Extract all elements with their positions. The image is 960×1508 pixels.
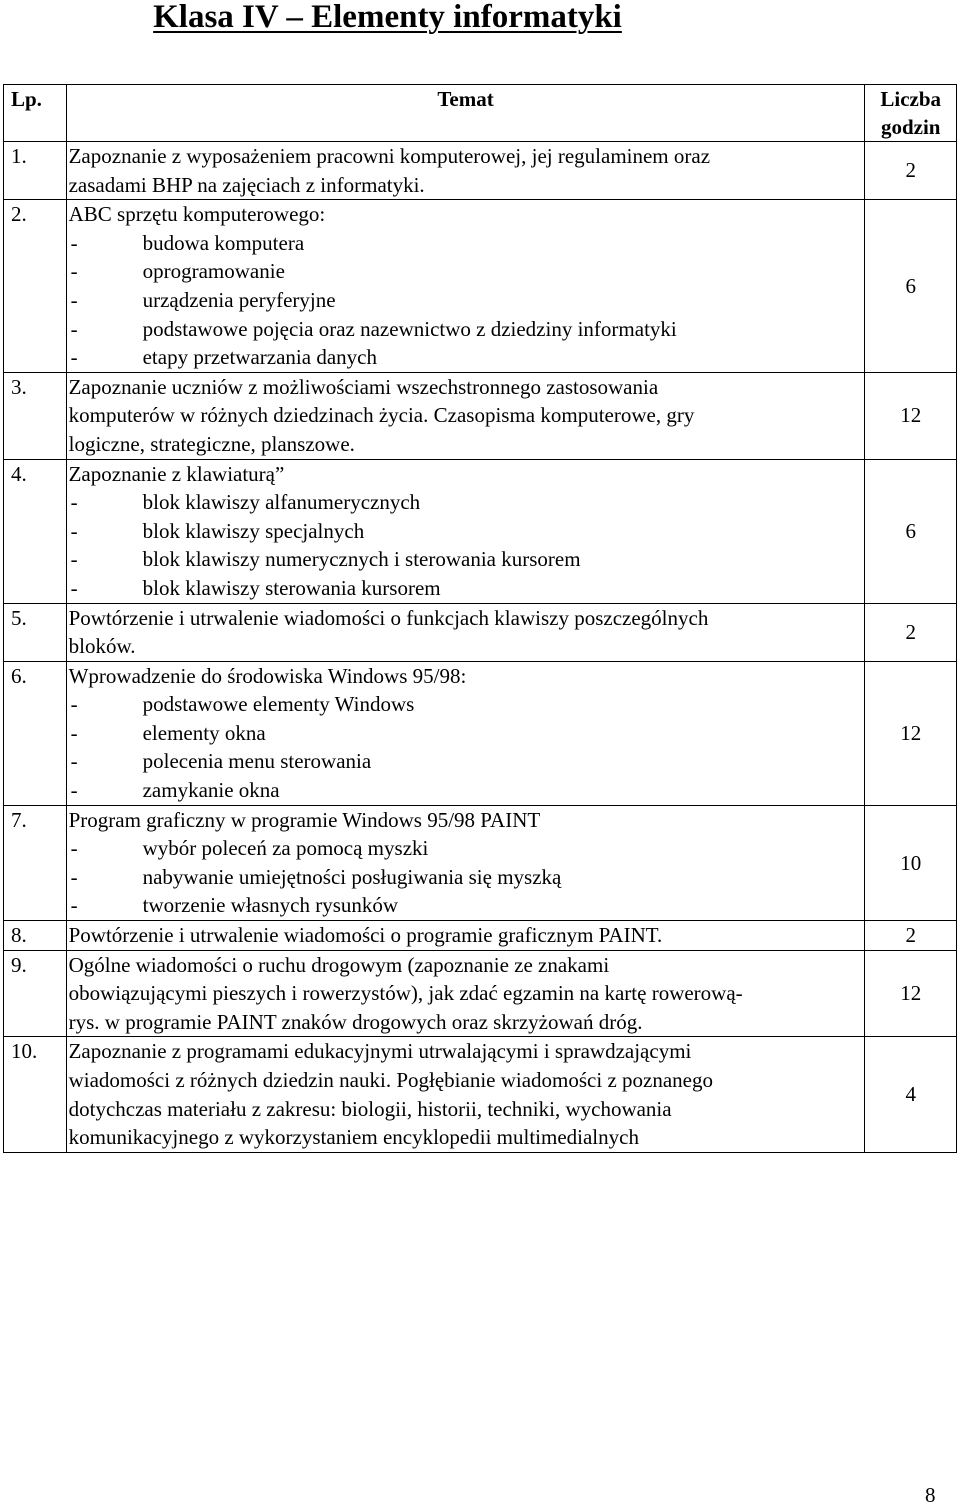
header-topic: Temat [66,85,865,142]
bullet-text: urządzenia peryferyjne [142,287,336,312]
topic-bullet [69,834,865,863]
topic-bullet [69,747,865,776]
row-hours: 12 [865,372,957,459]
topic-line: obowiązującymi pieszych i rowerzystów), jak zdać egzamin na kartę rowerową- [68,981,743,1006]
row-hours: 2 [865,142,957,200]
topic-line: rys. w programie PAINT znaków drogowych oraz skrzyżowań dróg. [68,1009,643,1034]
topic-line: ABC sprzętu komputerowego: [68,202,326,227]
topic-line: Powtórzenie i utrwalenie wiadomości o programie graficznym PAINT. [68,923,663,948]
header-hours-line2: godzin [880,115,941,139]
bullet-dash: - [70,230,78,255]
bullet-dash: - [70,287,78,312]
bullet-dash: - [70,836,78,861]
bullet-dash: - [70,345,78,370]
topic-line: Zapoznanie z programami edukacyjnymi utrwalającymi i sprawdzającymi [68,1039,692,1064]
bullet-dash: - [70,518,78,543]
topic-line: zasadami BHP na zajęciach z informatyki. [68,172,425,197]
topic-bullet [69,863,865,892]
bullet-text: polecenia menu sterowania [142,749,372,774]
bullet-dash: - [70,490,78,515]
bullet-text: podstawowe pojęcia oraz nazewnictwo z dziedziny informatyki [142,316,677,341]
bullet-text: wybór poleceń za pomocą myszki [142,836,429,861]
table-row [4,200,957,373]
table-row [4,921,957,951]
bullet-text: blok klawiszy numerycznych i sterowania kursorem [142,547,581,572]
bullet-dash: - [70,893,78,918]
topic-line: Program graficzny w programie Windows 95/98 PAINT [68,807,541,832]
row-topic [66,372,865,459]
topic-line: Zapoznanie uczniów z możliwościami wszechstronnego zastosowania [68,374,659,399]
row-hours: 2 [865,603,957,661]
row-number: 9. [4,950,67,1037]
row-topic [66,603,865,661]
row-number: 4. [4,459,67,603]
row-number: 10. [4,1037,67,1152]
topic-bullet [69,488,865,517]
topic-bullet [69,257,865,286]
row-number: 8. [4,921,67,951]
bullet-dash: - [70,575,78,600]
row-topic [66,921,865,951]
topic-bullet [69,315,865,344]
topic-line: logiczne, strategiczne, planszowe. [68,431,355,456]
topic-bullet [69,343,865,372]
topic-bullet [69,574,865,603]
topic-bullet [69,776,865,805]
row-topic [66,200,865,373]
table-row [4,603,957,661]
bullet-dash: - [70,749,78,774]
row-topic [66,1037,865,1152]
row-topic [66,142,865,200]
topic-line: dotychczas materiału z zakresu: biologii, historii, techniki, wychowania [68,1096,672,1121]
header-lp: Lp. [4,85,67,142]
bullet-dash: - [70,259,78,284]
table-row [4,459,957,603]
row-number: 5. [4,603,67,661]
table-row [4,950,957,1037]
row-hours: 10 [865,805,957,920]
topic-bullet [69,719,865,748]
row-topic [66,805,865,920]
bullet-dash: - [70,864,78,889]
table-row [4,372,957,459]
bullet-dash: - [70,692,78,717]
bullet-text: budowa komputera [142,230,305,255]
row-hours: 6 [865,200,957,373]
bullet-text: blok klawiszy alfanumerycznych [142,490,421,515]
bullet-text: podstawowe elementy Windows [142,692,415,717]
header-hours-line1: Liczba [880,87,942,111]
bullet-text: blok klawiszy sterowania kursorem [142,575,441,600]
row-number: 1. [4,142,67,200]
topic-line: Ogólne wiadomości o ruchu drogowym (zapoznanie ze znakami [68,952,610,977]
table-row [4,661,957,805]
topic-line: Powtórzenie i utrwalenie wiadomości o funkcjach klawiszy poszczególnych [68,605,709,630]
bullet-text: oprogramowanie [142,259,285,284]
topic-line: Zapoznanie z klawiaturą” [68,461,285,486]
bullet-dash: - [70,316,78,341]
row-hours: 6 [865,459,957,603]
row-hours: 12 [865,661,957,805]
bullet-text: etapy przetwarzania danych [142,345,377,370]
header-hours [865,85,957,142]
topic-bullet [69,517,865,546]
row-hours: 12 [865,950,957,1037]
topic-bullet [69,891,865,920]
bullet-text: elementy okna [142,720,266,745]
row-hours: 4 [865,1037,957,1152]
table-row [4,805,957,920]
topic-line: wiadomości z różnych dziedzin nauki. Pogłębianie wiadomości z poznanego [68,1068,713,1092]
topic-line: bloków. [68,634,136,659]
bullet-dash: - [70,778,78,803]
row-number: 3. [4,372,67,459]
bullet-text: blok klawiszy specjalnych [142,518,365,543]
topic-bullet [69,229,865,258]
bullet-text: nabywanie umiejętności posługiwania się myszką [142,864,562,889]
table-row [4,142,957,200]
bullet-text: zamykanie okna [142,778,280,803]
page-title: Klasa IV – Elementy informatyki [153,0,622,35]
bullet-text: tworzenie własnych rysunków [142,893,399,918]
topic-bullet [69,286,865,315]
row-topic [66,459,865,603]
topic-line: komunikacyjnego z wykorzystaniem encyklopedii multimedialnych [68,1125,639,1150]
topic-bullet [69,545,865,574]
row-number: 2. [4,200,67,373]
row-hours: 2 [865,921,957,951]
bullet-dash: - [70,720,78,745]
row-number: 7. [4,805,67,920]
row-number: 6. [4,661,67,805]
topic-line: Wprowadzenie do środowiska Windows 95/98: [68,663,467,688]
row-topic [66,661,865,805]
row-topic [66,950,865,1037]
topic-line: komputerów w różnych dziedzinach życia. Czasopisma komputerowe, gry [68,403,695,428]
curriculum-table [3,84,957,1153]
page-number: 8 [925,1483,936,1507]
topic-line: Zapoznanie z wyposażeniem pracowni komputerowej, jej regulaminem oraz [68,144,711,168]
bullet-dash: - [70,547,78,572]
table-row [4,1037,957,1152]
topic-bullet [69,690,865,719]
table-header-row [4,85,957,142]
